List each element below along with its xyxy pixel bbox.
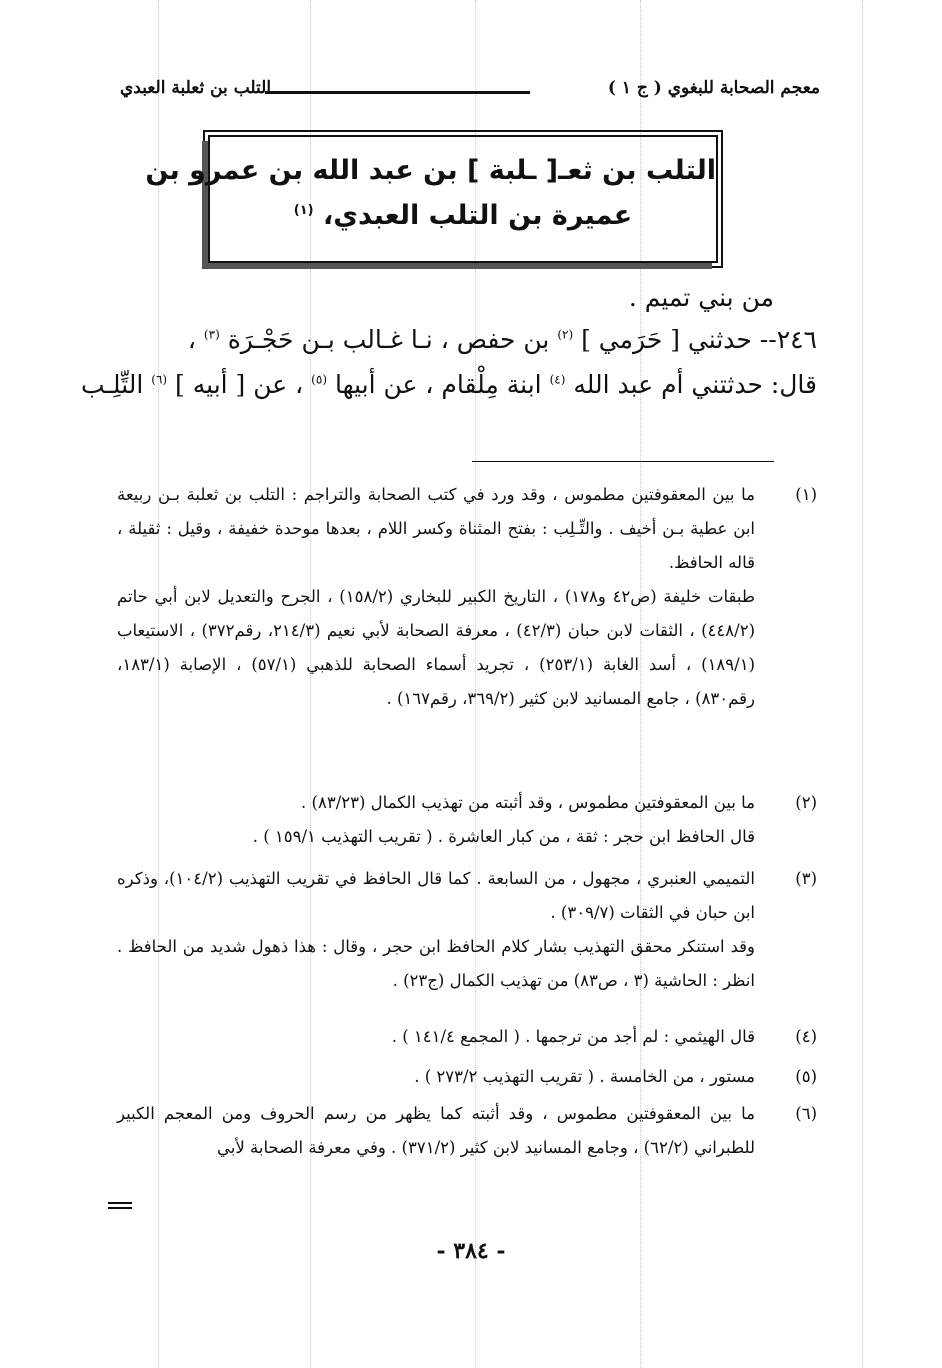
footnote-5 xyxy=(117,1060,817,1094)
entry-title-box xyxy=(145,130,723,268)
running-header xyxy=(90,78,820,104)
footnote-1 xyxy=(117,478,817,716)
footnote-text: ما بين المعقوفتين مطموس ، وقد أثبته كما يظهر من رسم الحروف ومن المعجم الكبير للطبراني (٦٢/٢) ، وجامع المسانيد لابن كثير (٣٧١/٢) . وفي معرفة الصحابة لأبي xyxy=(117,1104,755,1157)
footnote-number: (٤) xyxy=(795,1027,817,1046)
footnote-text: التميمي العنبري ، مجهول ، من السابعة . كما قال الحافظ في تقريب التهذيب (١٠٤/٢)، وذكره ابن حبان في الثقات (٣٠٩/٧) . xyxy=(117,869,755,922)
footnote-2 xyxy=(117,786,817,854)
footnote-ref: (٣) xyxy=(203,327,220,342)
footnote-text: ما بين المعقوفتين مطموس ، وقد أثبته من تهذيب الكمال (٨٣/٢٣) . xyxy=(301,793,755,812)
footnote-text: قال الهيثمي : لم أجد من ترجمها . ( المجمع ١٤١/٤ ) . xyxy=(391,1027,755,1046)
footnote-number: (٦) xyxy=(795,1104,817,1123)
entry-title: التلب بن ثعلبة العبدي xyxy=(120,78,272,98)
footnote-number: (١) xyxy=(795,485,817,504)
footnote-number: (٢) xyxy=(795,793,817,812)
title-line-1: التلب بن ثعـ[ ـلبة ] بن عبد الله بن عمرو بن xyxy=(145,155,716,186)
footnote-continuation: وقد استنكر محقق التهذيب بشار كلام الحافظ ابن حجر ، وقال : هذا ذهول شديد من الحافظ . انظر : الحاشية (٣ ، ص٨٣) من تهذيب الكمال (ج٢٣) . xyxy=(117,937,755,990)
footnote-number: (٥) xyxy=(795,1067,817,1086)
footnote-4 xyxy=(117,1020,817,1054)
page-number: - ٣٨٤ - xyxy=(436,1238,506,1264)
footnote-text: ما بين المعقوفتين مطموس ، وقد ورد في كتب الصحابة والتراجم : التلب بن ثعلبة بـن ربيعة ابن عطية بـن أخيف . والتِّـلِب : بفتح المثناة وكسر اللام ، بعدها موحدة خفيفة ، وقيل : ثقيلة ، قاله الحافظ. xyxy=(117,485,755,572)
footnote-ref: (٥) xyxy=(311,372,327,387)
title-line-2: عميرة بن التلب العبدي، $^{(١)}$ xyxy=(293,200,633,231)
footnote-ref: (١) xyxy=(293,203,314,218)
footnote-ref: (٦) xyxy=(151,372,168,387)
footnote-ref: (٢) xyxy=(557,327,574,342)
body-line-1: من بني تميم . xyxy=(628,283,774,312)
footnote-separator xyxy=(472,461,774,462)
continuation-marker xyxy=(108,1202,132,1212)
footnote-6 xyxy=(117,1097,817,1165)
footnote-continuation: طبقات خليفة (ص٤٢ و١٧٨) ، التاريخ الكبير للبخاري (١٥٨/٢) ، الجرح والتعديل لابن أبي حاتم (٤٤٨/٢) ، الثقات لابن حبان (٤٢/٣) ، معرفة الصحابة لأبي نعيم (٢١٤/٣، رقم٣٧٢) ، الاستيعاب (١٨٩/١) ، أسد الغابة (٢٥٣/١) ، تجريد أسماء الصحابة للذهبي (٥٧/١) ، الإصابة (١٨٣/١، رقم٨٣٠) ، جامع المسانيد لابن كثير (٣٦٩/٢، رقم١٦٧) . xyxy=(117,587,756,708)
header-rule xyxy=(265,91,530,94)
hadith-line-2: قال: حدثتني أم عبد الله $^{(٤)}$ ابنة مِلْقام ، عن أبيها $^{(٥)}$ ، عن [ أبيه ] $^{(٦)}$ التِّلِـب xyxy=(81,370,817,399)
footnote-text: مستور ، من الخامسة . ( تقريب التهذيب ٢٧٣/٢ ) . xyxy=(414,1067,755,1086)
footnote-3 xyxy=(117,862,817,998)
footnote-continuation: قال الحافظ ابن حجر : ثقة ، من كبار العاشرة . ( تقريب التهذيب ١٥٩/١ ) . xyxy=(252,827,755,846)
footnote-ref: (٤) xyxy=(549,372,566,387)
book-title: معجم الصحابة للبغوي ( ج ١ ) xyxy=(607,78,820,98)
hadith-line-1: ٢٤٦-- حدثني [ حَرَمي ] $^{(٢)}$ بن حفص ، نـا غـالب بـن حَجْـرَة $^{(٣)}$ ، xyxy=(187,325,817,354)
footnote-number: (٣) xyxy=(795,869,817,888)
